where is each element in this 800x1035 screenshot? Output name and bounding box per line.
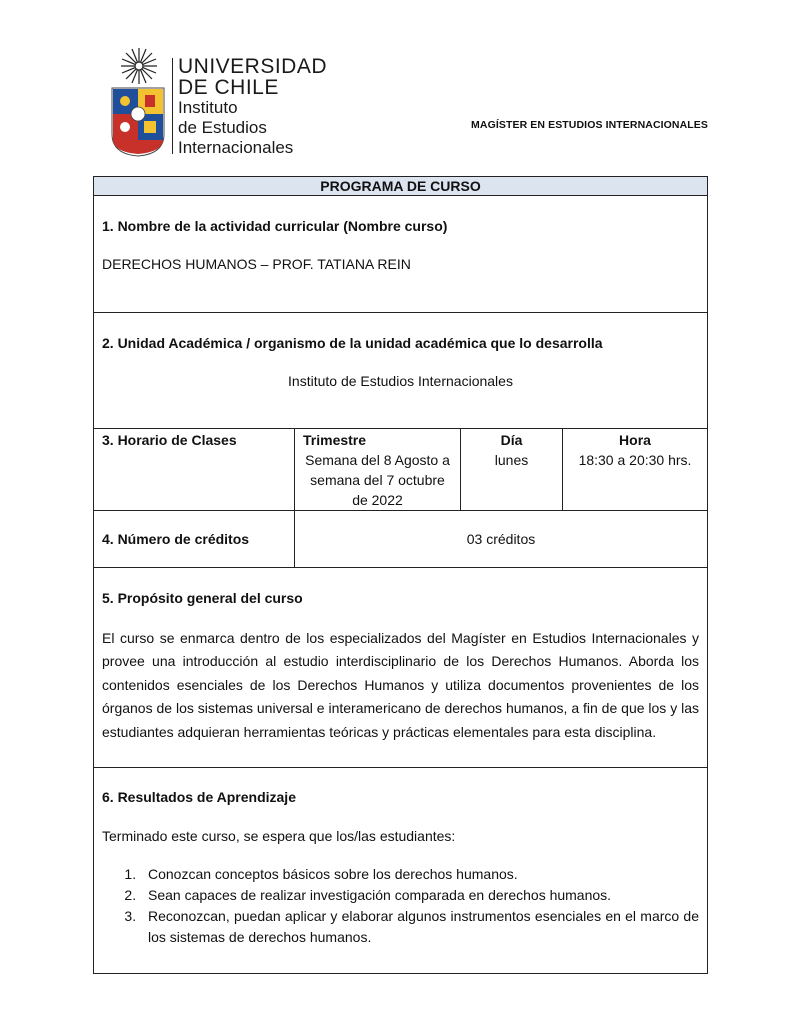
institute-name-line2: de Estudios — [178, 118, 267, 137]
section-6-row — [94, 768, 708, 974]
dia-value: lunes — [494, 452, 529, 468]
section-2-row — [94, 313, 708, 429]
section-5-cell — [94, 568, 708, 768]
credits-value: 03 créditos — [295, 511, 708, 568]
hora-cell — [563, 429, 708, 511]
section-5-heading: 5. Propósito general del curso — [102, 590, 303, 606]
schedule-heading-cell — [94, 429, 295, 511]
dia-label: Día — [500, 432, 523, 448]
document-title: PROGRAMA DE CURSO — [94, 177, 708, 196]
program-name: MAGÍSTER EN ESTUDIOS INTERNACIONALES — [471, 119, 708, 131]
academic-unit: Instituto de Estudios Internacionales — [288, 373, 513, 389]
course-program-table — [93, 176, 708, 974]
section-1-heading: 1. Nombre de la actividad curricular (Nombre curso) — [102, 218, 448, 234]
section-2-heading: 2. Unidad Académica / organismo de la unidad académica que lo desarrolla — [102, 335, 603, 351]
university-name-line1: UNIVERSIDAD — [178, 55, 328, 78]
hora-label: Hora — [619, 432, 651, 448]
section-3-heading: 3. Horario de Clases — [102, 432, 237, 448]
section-4-row — [94, 511, 708, 568]
section-6-heading: 6. Resultados de Aprendizaje — [102, 789, 296, 805]
outcomes-list — [102, 864, 699, 948]
university-emblem-icon — [110, 46, 170, 158]
university-name-line2: DE CHILE — [178, 76, 279, 99]
page-header — [0, 0, 800, 175]
section-1-row — [94, 196, 708, 313]
outcomes-intro: Terminado este curso, se espera que los/las estudiantes: — [102, 828, 456, 844]
list-item: 2. Sean capaces de realizar investigación comparada en derechos humanos. — [140, 885, 699, 906]
purpose-text: El curso se enmarca dentro de los especializados del Magíster en Estudios Internacionales y provee una introducción al estudio interdisciplinario de los Derechos Humanos. Aborda los contenidos esenciales de los Derechos Humanos y utiliza documentos provenientes de los órganos de los sistemas universal e interamericano de derechos humanos, a fin de que los y las estudiantes adquieran herramientas teóricas y prácticas elementales para esta disciplina. — [102, 629, 699, 740]
course-name: DERECHOS HUMANOS – PROF. TATIANA REIN — [102, 256, 411, 272]
logo-text — [178, 56, 327, 158]
trimestre-value: Semana del 8 Agosto a semana del 7 octubre de 2022 — [305, 452, 450, 508]
trimestre-cell — [295, 429, 461, 511]
institute-name-line3: Internacionales — [178, 138, 294, 157]
institute-name-line1: Instituto — [178, 98, 238, 117]
section-4-heading: 4. Número de créditos — [94, 511, 295, 568]
section-3-row — [94, 429, 708, 511]
list-item: 1. Conozcan conceptos básicos sobre los derechos humanos. — [140, 864, 699, 885]
trimestre-label: Trimestre — [303, 432, 367, 448]
table-title-row — [94, 177, 708, 196]
section-6-cell — [94, 768, 708, 974]
logo-divider — [172, 58, 173, 154]
hora-value: 18:30 a 20:30 hrs. — [578, 452, 692, 468]
section-5-row — [94, 568, 708, 768]
section-1-cell — [94, 196, 708, 313]
list-item: 3. Reconozcan, puedan aplicar y elaborar algunos instrumentos esenciales en el marco de los sistemas de derechos humanos. — [140, 906, 699, 948]
university-logo — [110, 46, 328, 158]
dia-cell — [461, 429, 563, 511]
section-2-cell — [94, 313, 708, 429]
